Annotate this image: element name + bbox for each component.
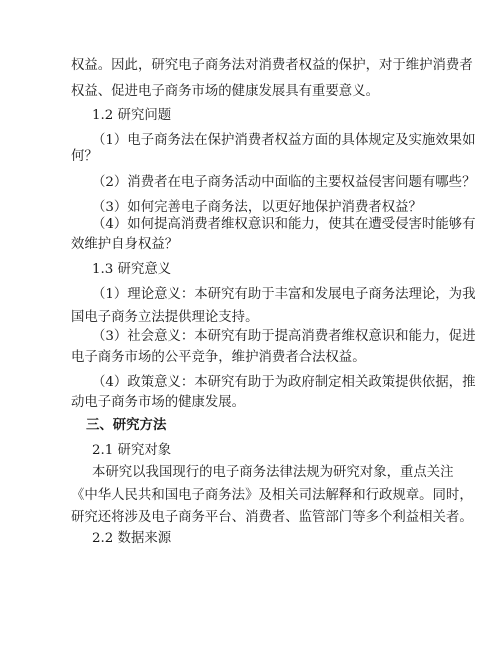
list-item-continuation: 动电子商务市场的健康发展。 xyxy=(71,395,246,410)
body-text-line: 权益、促进电子商务市场的健康发展具有重要意义。 xyxy=(71,84,379,99)
section-heading: 2.1 研究对象 xyxy=(92,443,172,458)
chapter-heading: 三、研究方法 xyxy=(86,418,167,433)
body-text-line: 权益。因此，研究电子商务法对消费者权益的保护，对于维护消费者 xyxy=(71,58,473,73)
body-text-line: 研究还将涉及电子商务平台、消费者、监管部门等多个利益相关者。 xyxy=(71,510,473,525)
list-item-continuation: 何？ xyxy=(71,149,98,164)
list-item-continuation: 国电子商务立法提供理论支持。 xyxy=(71,310,259,325)
list-item: （4）如何提高消费者维权意识和能力，使其在遭受侵害时能够有 xyxy=(92,217,476,232)
list-item: （3）社会意义：本研究有助于提高消费者维权意识和能力，促进 xyxy=(92,329,476,344)
list-item: （3）如何完善电子商务法，以更好地保护消费者权益？ xyxy=(92,200,422,215)
body-text-line: 《中华人民共和国电子商务法》及相关司法解释和行政规章。同时， xyxy=(71,488,473,503)
list-item-continuation: 效维护自身权益？ xyxy=(71,237,179,252)
list-item: （1）电子商务法在保护消费者权益方面的具体规定及实施效果如 xyxy=(92,133,476,148)
list-item: （4）政策意义：本研究有助于为政府制定相关政策提供依据，推 xyxy=(92,375,476,390)
section-heading: 1.3 研究意义 xyxy=(92,262,172,277)
list-item: （2）消费者在电子商务活动中面临的主要权益侵害问题有哪些？ xyxy=(92,175,476,190)
list-item: （1）理论意义：本研究有助于丰富和发展电子商务法理论，为我 xyxy=(92,287,476,302)
section-heading: 2.2 数据来源 xyxy=(92,531,172,546)
body-text-line: 本研究以我国现行的电子商务法律法规为研究对象，重点关注 xyxy=(92,465,454,480)
list-item-continuation: 电子商务市场的公平竞争，维护消费者合法权益。 xyxy=(71,350,366,365)
section-heading: 1.2 研究问题 xyxy=(92,108,172,123)
